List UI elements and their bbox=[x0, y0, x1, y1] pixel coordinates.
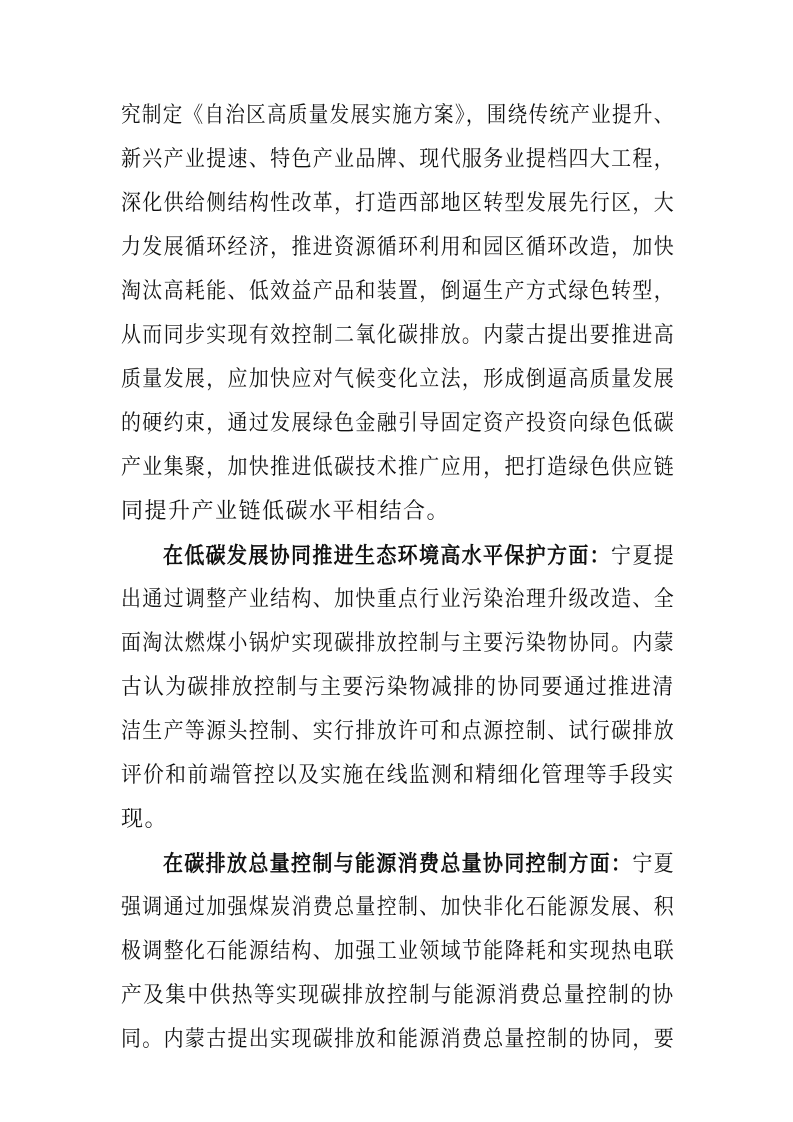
heading-continuation: 宁夏提 bbox=[611, 544, 676, 569]
paragraph-line: 究制定《自治区高质量发展实施方案》，围绕传统产业提升、 bbox=[121, 103, 675, 128]
paragraph-line: 古认为碳排放控制与主要污染物减排的协同要通过推进清 bbox=[121, 675, 675, 700]
section-heading: 在碳排放总量控制与能源消费总量协同控制方面： bbox=[163, 851, 633, 877]
section-heading: 在低碳发展协同推进生态环境高水平保护方面： bbox=[163, 543, 612, 569]
paragraph-line: 新兴产业提速、特色产业品牌、现代服务业提档四大工程， bbox=[121, 147, 676, 172]
paragraph-line: 产及集中供热等实现碳排放控制与能源消费总量控制的协 bbox=[121, 983, 675, 1008]
paragraph-line: 从而同步实现有效控制二氧化碳排放。内蒙古提出要推进高 bbox=[121, 323, 676, 348]
paragraph-line: 洁生产等源头控制、实行排放许可和点源控制、试行碳排放 bbox=[121, 719, 676, 744]
paragraph-line: 面淘汰燃煤小锅炉实现碳排放控制与主要污染物协同。内蒙 bbox=[121, 631, 676, 656]
paragraph-first-line bbox=[163, 844, 675, 884]
paragraph-line: 出通过调整产业结构、加快重点行业污染治理升级改造、全 bbox=[121, 587, 676, 612]
paragraph-line: 质量发展，应加快应对气候变化立法，形成倒逼高质量发展 bbox=[121, 367, 676, 392]
paragraph-line: 同。内蒙古提出实现碳排放和能源消费总量控制的协同，要 bbox=[121, 1027, 676, 1052]
paragraph-first-line bbox=[163, 536, 675, 576]
paragraph-line: 极调整化石能源结构、加强工业领域节能降耗和实现热电联 bbox=[121, 939, 676, 964]
paragraph-line: 深化供给侧结构性改革，打造西部地区转型发展先行区，大 bbox=[121, 191, 676, 216]
heading-continuation: 宁夏 bbox=[632, 852, 676, 877]
paragraph-line: 力发展循环经济，推进资源循环利用和园区循环改造，加快 bbox=[121, 235, 676, 260]
paragraph-line: 现。 bbox=[121, 807, 169, 832]
paragraph-line: 淘汰高耗能、低效益产品和装置，倒逼生产方式绿色转型， bbox=[121, 279, 676, 304]
paragraph-line: 强调通过加强煤炭消费总量控制、加快非化石能源发展、积 bbox=[121, 895, 676, 920]
paragraph-line: 评价和前端管控以及实施在线监测和精细化管理等手段实 bbox=[121, 763, 675, 788]
paragraph-line: 的硬约束，通过发展绿色金融引导固定资产投资向绿色低碳 bbox=[121, 411, 676, 436]
paragraph-line: 产业集聚，加快推进低碳技术推广应用，把打造绿色供应链 bbox=[121, 455, 676, 480]
paragraph-line: 同提升产业链低碳水平相结合。 bbox=[121, 499, 451, 524]
